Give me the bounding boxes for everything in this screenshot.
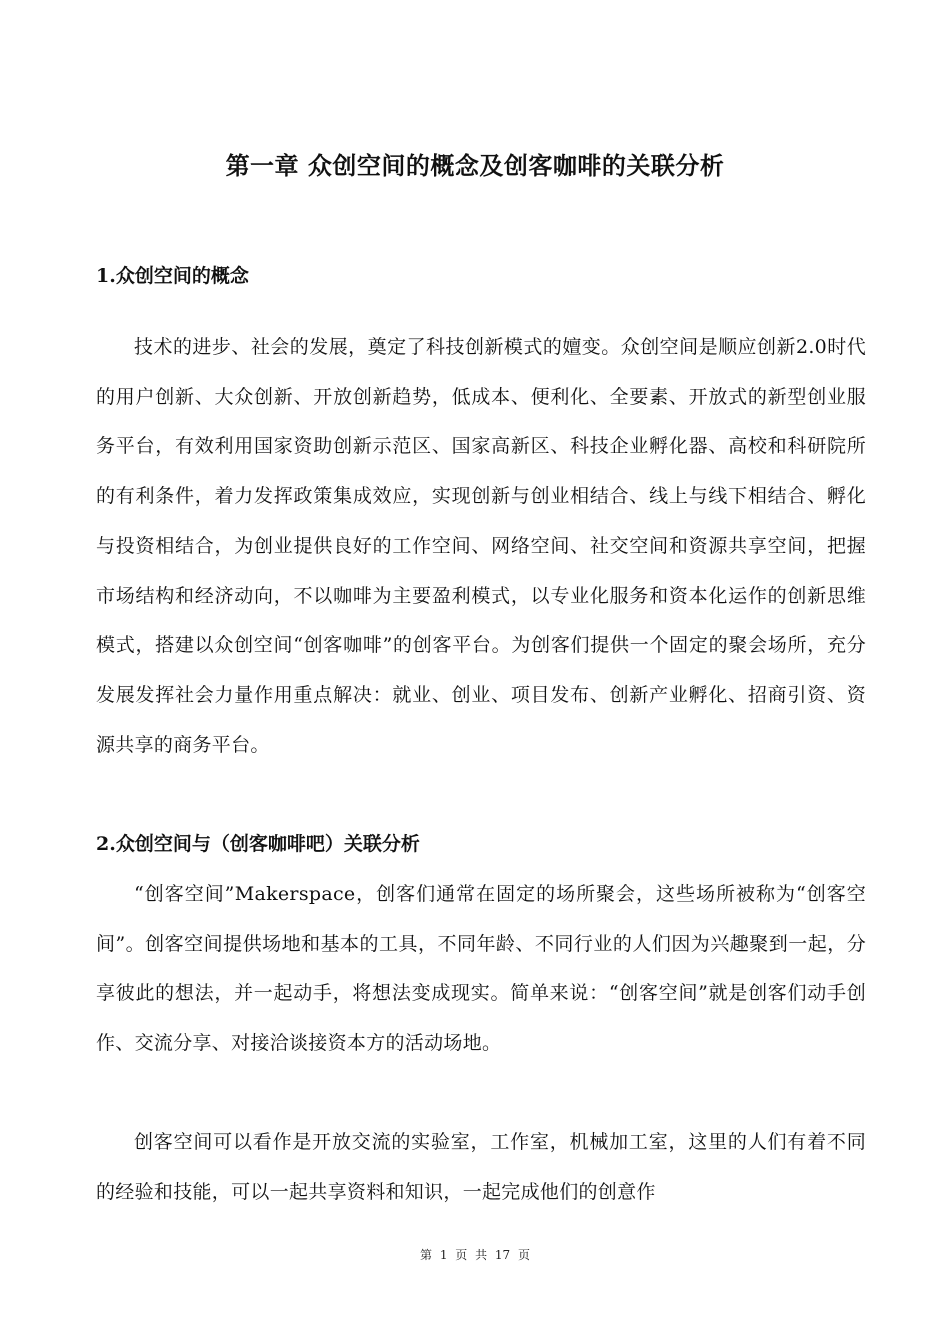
chapter-title: 第一章 众创空间的概念及创客咖啡的关联分析 [225,151,725,180]
section-heading-2: 2.众创空间与（创客咖啡吧）关联分析 [96,833,420,855]
section-2-paragraph-1: “创客空间”Makerspace，创客们通常在固定的场所聚会，这些场所被称为“创客空间”。创客空间提供场地和基本的工具，不同年龄、不同行业的人们因为兴趣聚到一起，分享彼此的想法，并一起动手，将想法变成现实。简单来说：“创客空间”就是创客们动手创作、交流分享、对接洽谈接资本方的活动场地。 [96,883,866,1055]
section-heading-1: 1.众创空间的概念 [96,265,249,287]
section-2-paragraph-2: 创客空间可以看作是开放交流的实验室，工作室，机械加工室，这里的人们有着不同的经验和技能，可以一起共享资料和知识，一起完成他们的创意作 [96,1131,866,1203]
page-footer: 第 1 页 共 17 页 [420,1248,530,1262]
section-1-paragraph-1: 技术的进步、社会的发展，奠定了科技创新模式的嬗变。众创空间是顺应创新2.0时代的用户创新、大众创新、开放创新趋势，低成本、便利化、全要素、开放式的新型创业服务平台，有效利用国家资助创新示范区、国家高新区、科技企业孵化器、高校和科研院所的有利条件，着力发挥政策集成效应，实现创新与创业相结合、线上与线下相结合、孵化与投资相结合，为创业提供良好的工作空间、网络空间、社交空间和资源共享空间，把握市场结构和经济动向，不以咖啡为主要盈利模式，以专业化服务和资本化运作的创新思维模式，搭建以众创空间“创客咖啡”的创客平台。为创客们提供一个固定的聚会场所，充分发展发挥社会力量作用重点解决：就业、创业、项目发布、创新产业孵化、招商引资、资源共享的商务平台。 [96,336,866,756]
